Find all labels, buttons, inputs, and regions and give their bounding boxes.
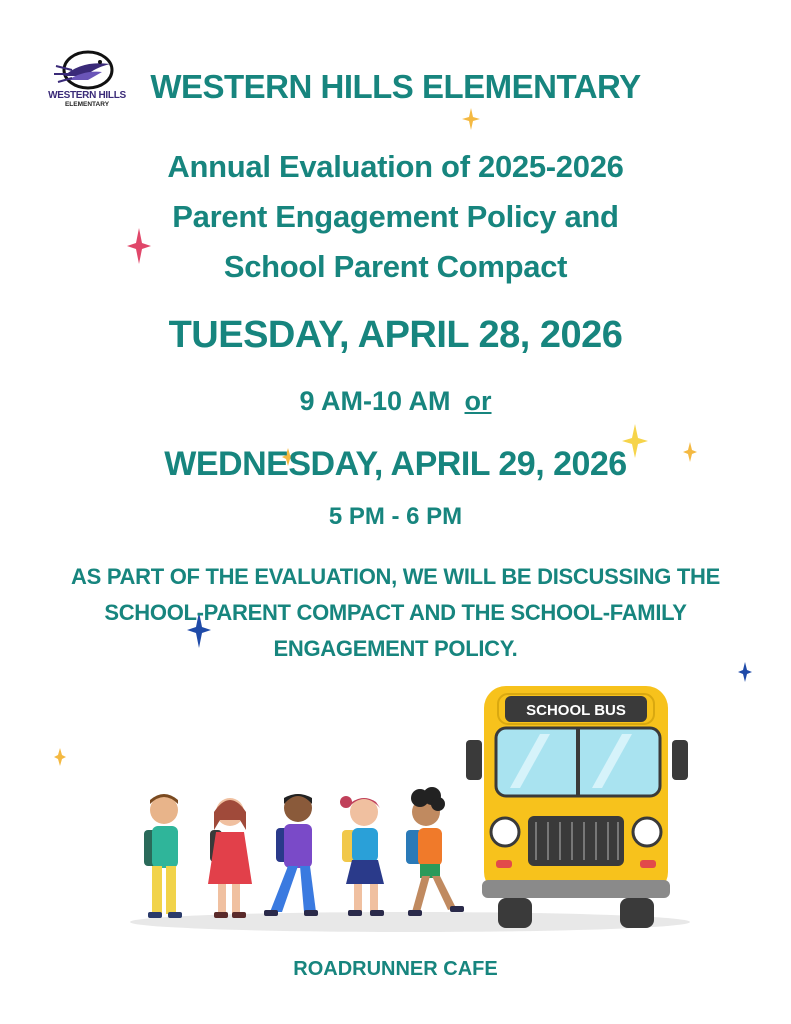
session1-date: TUESDAY, APRIL 28, 2026 [168, 314, 623, 356]
session1-time: 9 AM-10 AM [299, 386, 451, 416]
page-title [0, 142, 791, 292]
session2-time: 5 PM - 6 PM [328, 503, 463, 530]
session1-time-row [0, 386, 791, 417]
school-bus-icon [466, 686, 688, 928]
title-line1: Annual Evaluation of 2025-2026 [167, 149, 624, 184]
kid-4-icon [340, 796, 384, 916]
title-line2: Parent Engagement Policy and [172, 199, 619, 234]
bus-sign-label: SCHOOL BUS [526, 702, 626, 719]
kid-2-icon [208, 798, 252, 918]
sparkle-icon [462, 108, 480, 130]
kid-3-icon [264, 794, 318, 916]
description-line2: SCHOOL-PARENT COMPACT AND THE SCHOOL-FAMILY [104, 600, 687, 625]
kid-1-icon [144, 794, 182, 918]
or-separator: or [464, 386, 492, 416]
sparkle-icon [54, 748, 66, 766]
kid-5-icon [406, 787, 464, 916]
school-bus-illustration [120, 680, 700, 935]
title-line3: School Parent Compact [223, 249, 568, 284]
session2-date: WEDNESDAY, APRIL 29, 2026 [164, 445, 627, 483]
logo-line1: WESTERN HILLS [48, 90, 126, 101]
description [0, 559, 791, 667]
school-name: WESTERN HILLS ELEMENTARY [150, 68, 641, 105]
description-line3: ENGAGEMENT POLICY. [273, 636, 518, 661]
logo-line2: ELEMENTARY [64, 101, 110, 108]
location-footer: ROADRUNNER CAFE [293, 958, 498, 980]
description-line1: AS PART OF THE EVALUATION, WE WILL BE DISCUSSING THE [71, 564, 720, 589]
